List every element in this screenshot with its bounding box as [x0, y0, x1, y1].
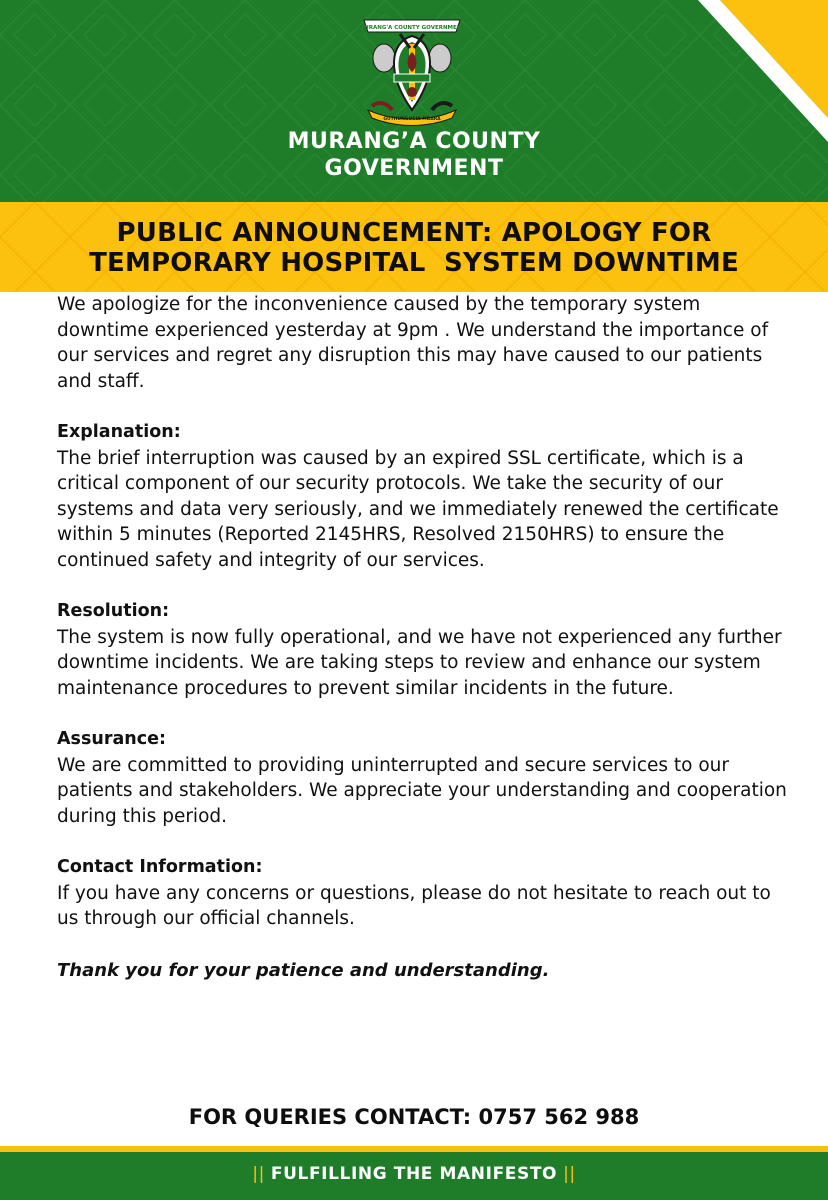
section-assurance — [57, 727, 797, 829]
section-contact-information — [57, 855, 797, 932]
county-coat-of-arms-icon — [354, 14, 470, 132]
footer-slogan — [246, 1164, 582, 1184]
county-name-line2: GOVERNMENT — [324, 156, 504, 181]
footer-banner — [0, 1152, 828, 1200]
announcement-body — [57, 292, 797, 1009]
logo-top-text: MURANG'A COUNTY GOVERNMENT — [358, 25, 466, 31]
title-line1: PUBLIC ANNOUNCEMENT: APOLOGY FOR — [116, 218, 712, 248]
footer-bars-left: || — [252, 1164, 265, 1184]
header-banner — [0, 0, 828, 202]
logo-motto-text: GUTHUNGUCIA MBARA — [383, 117, 441, 122]
title-band — [0, 202, 828, 292]
section-text: The brief interruption was caused by an expired SSL certificate, which is a critical component of our security protocols. We take the security of our systems and data very seriously, and we immediately renewed the certificate within 5 minutes (Reported 2145HRS, Resolved 2150HRS) to ensure the continued safety and integrity of our services. — [57, 447, 779, 571]
title-line2: TEMPORARY HOSPITAL SYSTEM DOWNTIME — [89, 248, 739, 278]
county-name — [0, 128, 828, 182]
announcement-title — [0, 218, 828, 278]
footer-text: FULFILLING THE MANIFESTO — [270, 1164, 558, 1184]
section-explanation — [57, 420, 797, 573]
section-heading: Explanation: — [57, 422, 181, 442]
section-heading: Assurance: — [57, 729, 166, 749]
footer-bars-right: || — [563, 1164, 576, 1184]
queries-contact: FOR QUERIES CONTACT: 0757 562 988 — [188, 1105, 640, 1129]
thank-you-note: Thank you for your patience and understanding. — [57, 959, 550, 981]
section-heading: Contact Information: — [57, 857, 263, 877]
section-resolution — [57, 599, 797, 701]
intro-paragraph: We apologize for the inconvenience caused by the temporary system downtime experienced yesterday at 9pm . We understand the importance of our services and regret any disruption this may have caused to our patients and staff. — [57, 294, 769, 392]
section-heading: Resolution: — [57, 601, 170, 621]
county-name-line1: MURANG’A COUNTY — [287, 129, 541, 154]
section-text: We are committed to providing uninterrupted and secure services to our patients and stakeholders. We appreciate your understanding and cooperation during this period. — [57, 754, 787, 827]
section-text: If you have any concerns or questions, please do not hesitate to reach out to us through our official channels. — [57, 882, 771, 929]
section-text: The system is now fully operational, and we have not experienced any further downtime incidents. We are taking steps to review and enhance our system maintenance procedures to prevent similar incidents in the future. — [57, 626, 782, 699]
